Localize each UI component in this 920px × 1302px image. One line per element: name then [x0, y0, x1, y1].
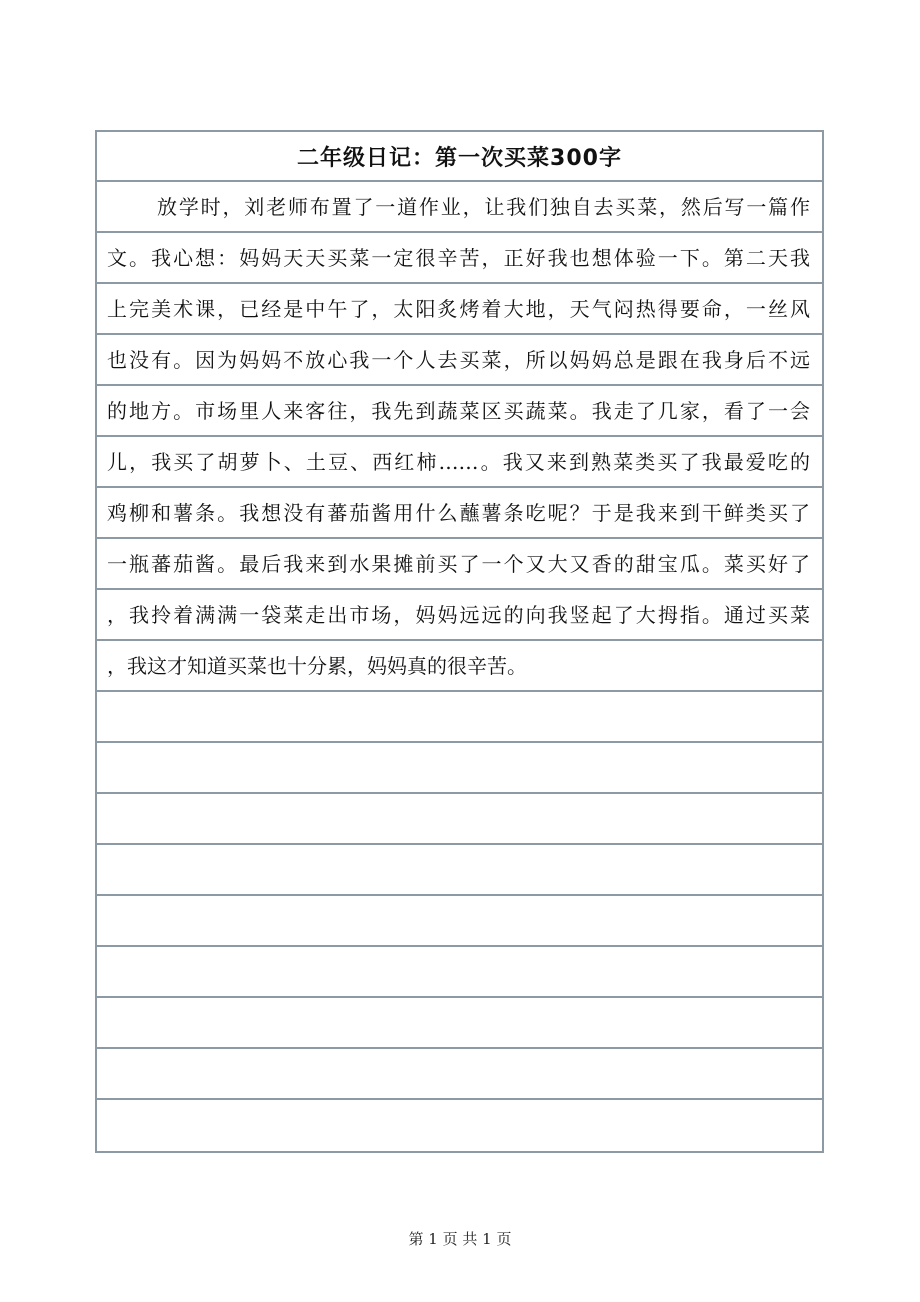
text-line-1: 放学时，刘老师布置了一道作业，让我们独自去买菜，然后写一篇作: [97, 182, 822, 233]
blank-line: [97, 845, 822, 896]
blank-line: [97, 947, 822, 998]
page-title: 二年级日记：第一次买菜300字: [97, 132, 822, 182]
text-line-9: ，我拎着满满一袋菜走出市场，妈妈远远的向我竖起了大拇指。通过买菜: [97, 590, 822, 641]
text-line-4: 也没有。因为妈妈不放心我一个人去买菜，所以妈妈总是跟在我身后不远: [97, 335, 822, 386]
text-line-7: 鸡柳和薯条。我想没有蕃茄酱用什么蘸薯条吃呢？于是我来到干鲜类买了: [97, 488, 822, 539]
text-line-8: 一瓶蕃茄酱。最后我来到水果摊前买了一个又大又香的甜宝瓜。菜买好了: [97, 539, 822, 590]
text-line-3: 上完美术课，已经是中午了，太阳炙烤着大地，天气闷热得要命，一丝风: [97, 284, 822, 335]
blank-line: [97, 998, 822, 1049]
blank-line: [97, 743, 822, 794]
text-line-2: 文。我心想：妈妈天天买菜一定很辛苦，正好我也想体验一下。第二天我: [97, 233, 822, 284]
text-line-6: 儿，我买了胡萝卜、土豆、西红柿……。我又来到熟菜类买了我最爱吃的: [97, 437, 822, 488]
text-line-10: ，我这才知道买菜也十分累，妈妈真的很辛苦。: [97, 641, 822, 692]
blank-line: [97, 1049, 822, 1100]
page-number: 第 1 页 共 1 页: [408, 1230, 512, 1248]
blank-line: [97, 794, 822, 845]
text-line-5: 的地方。市场里人来客往，我先到蔬菜区买蔬菜。我走了几家，看了一会: [97, 386, 822, 437]
diary-sheet: [95, 130, 824, 1153]
blank-line: [97, 896, 822, 947]
blank-line: [97, 692, 822, 743]
blank-line: [97, 1100, 822, 1151]
